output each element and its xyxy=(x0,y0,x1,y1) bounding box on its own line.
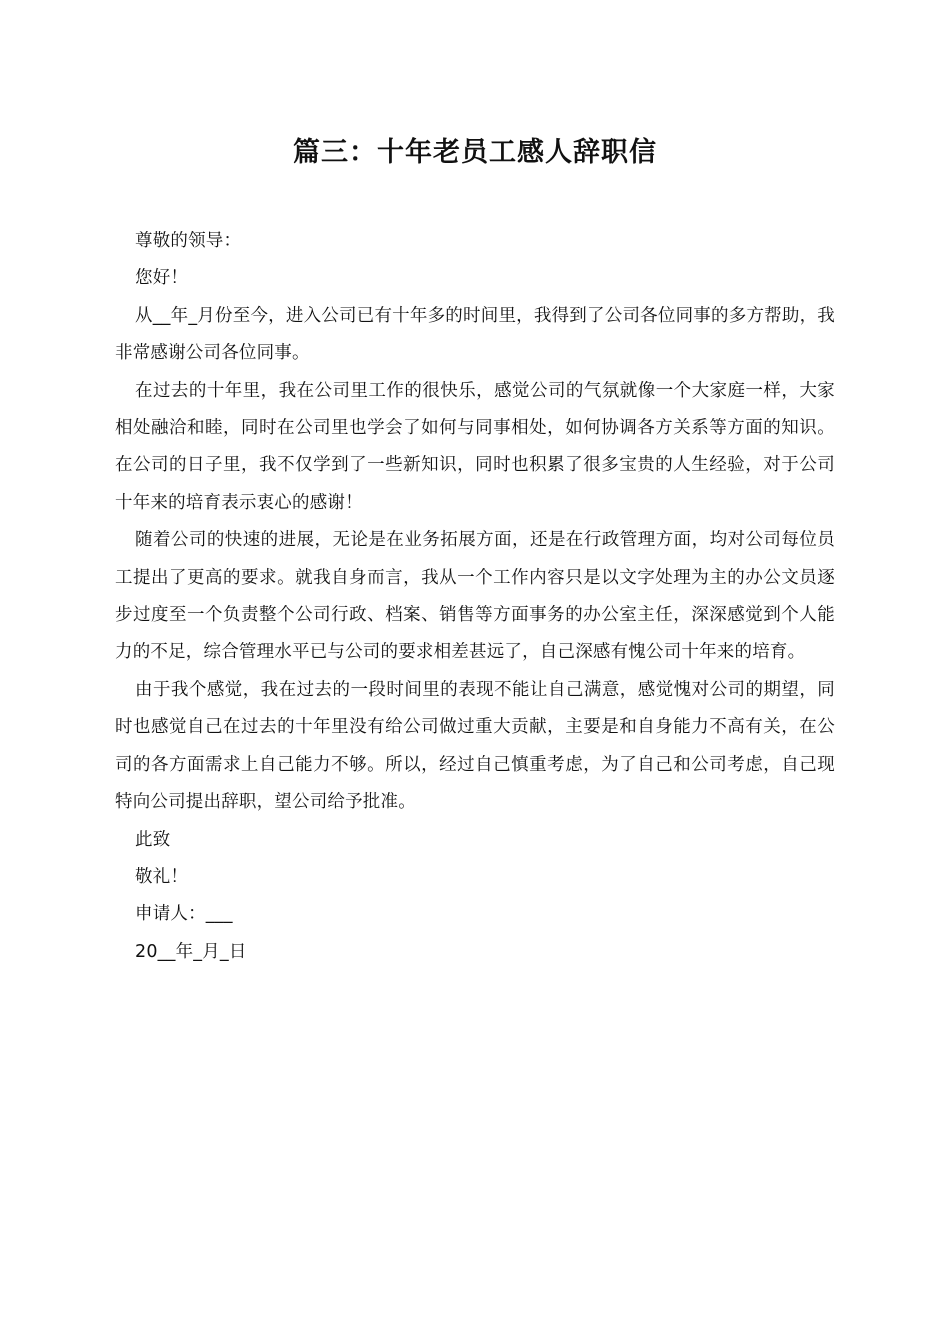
document-title: 篇三：十年老员工感人辞职信 xyxy=(293,137,657,168)
paragraph-1: 从__年_月份至今，进入公司已有十年多的时间里，我得到了公司各位同事的多方帮助，我非常感谢公司各位同事。 xyxy=(115,305,835,364)
greeting: 您好！ xyxy=(135,268,189,289)
paragraph-4: 由于我个感觉，我在过去的一段时间里的表现不能让自己满意，感觉愧对公司的期望，同时也感觉自己在过去的十年里没有给公司做过重大贡献，主要是和自身能力不高有关，在公司的各方面需求上自己能力不够。所以，经过自己慎重考虑，为了自己和公司考虑，自己现特向公司提出辞职，望公司给予批准。 xyxy=(115,679,835,813)
salutation: 尊敬的领导： xyxy=(135,231,242,251)
paragraph-2: 在过去的十年里，我在公司里工作的很快乐，感觉公司的气氛就像一个大家庭一样，大家相处融洽和睦，同时在公司里也学会了如何与同事相处，如何协调各方关系等方面的知识。在公司的日子里，我不仅学到了一些新知识，同时也积累了很多宝贵的人生经验，对于公司十年来的培育表示衷心的感谢！ xyxy=(115,380,835,513)
letter-body xyxy=(115,223,835,971)
closing-line-2: 敬礼！ xyxy=(135,866,189,887)
paragraph-3: 随着公司的快速的进展，无论是在业务拓展方面，还是在行政管理方面，均对公司每位员工提出了更高的要求。就我自身而言，我从一个工作内容只是以文字处理为主的办公文员逐步过度至一个负责整个公司行政、档案、销售等方面事务的办公室主任，深深感觉到个人能力的不足，综合管理水平已与公司的要求相差甚远了，自己深感有愧公司十年来的培育。 xyxy=(115,530,835,663)
applicant-line: 申请人：___ xyxy=(135,904,233,925)
date-line: 20__年_月_日 xyxy=(135,941,247,962)
closing-line-1: 此致 xyxy=(135,829,171,850)
